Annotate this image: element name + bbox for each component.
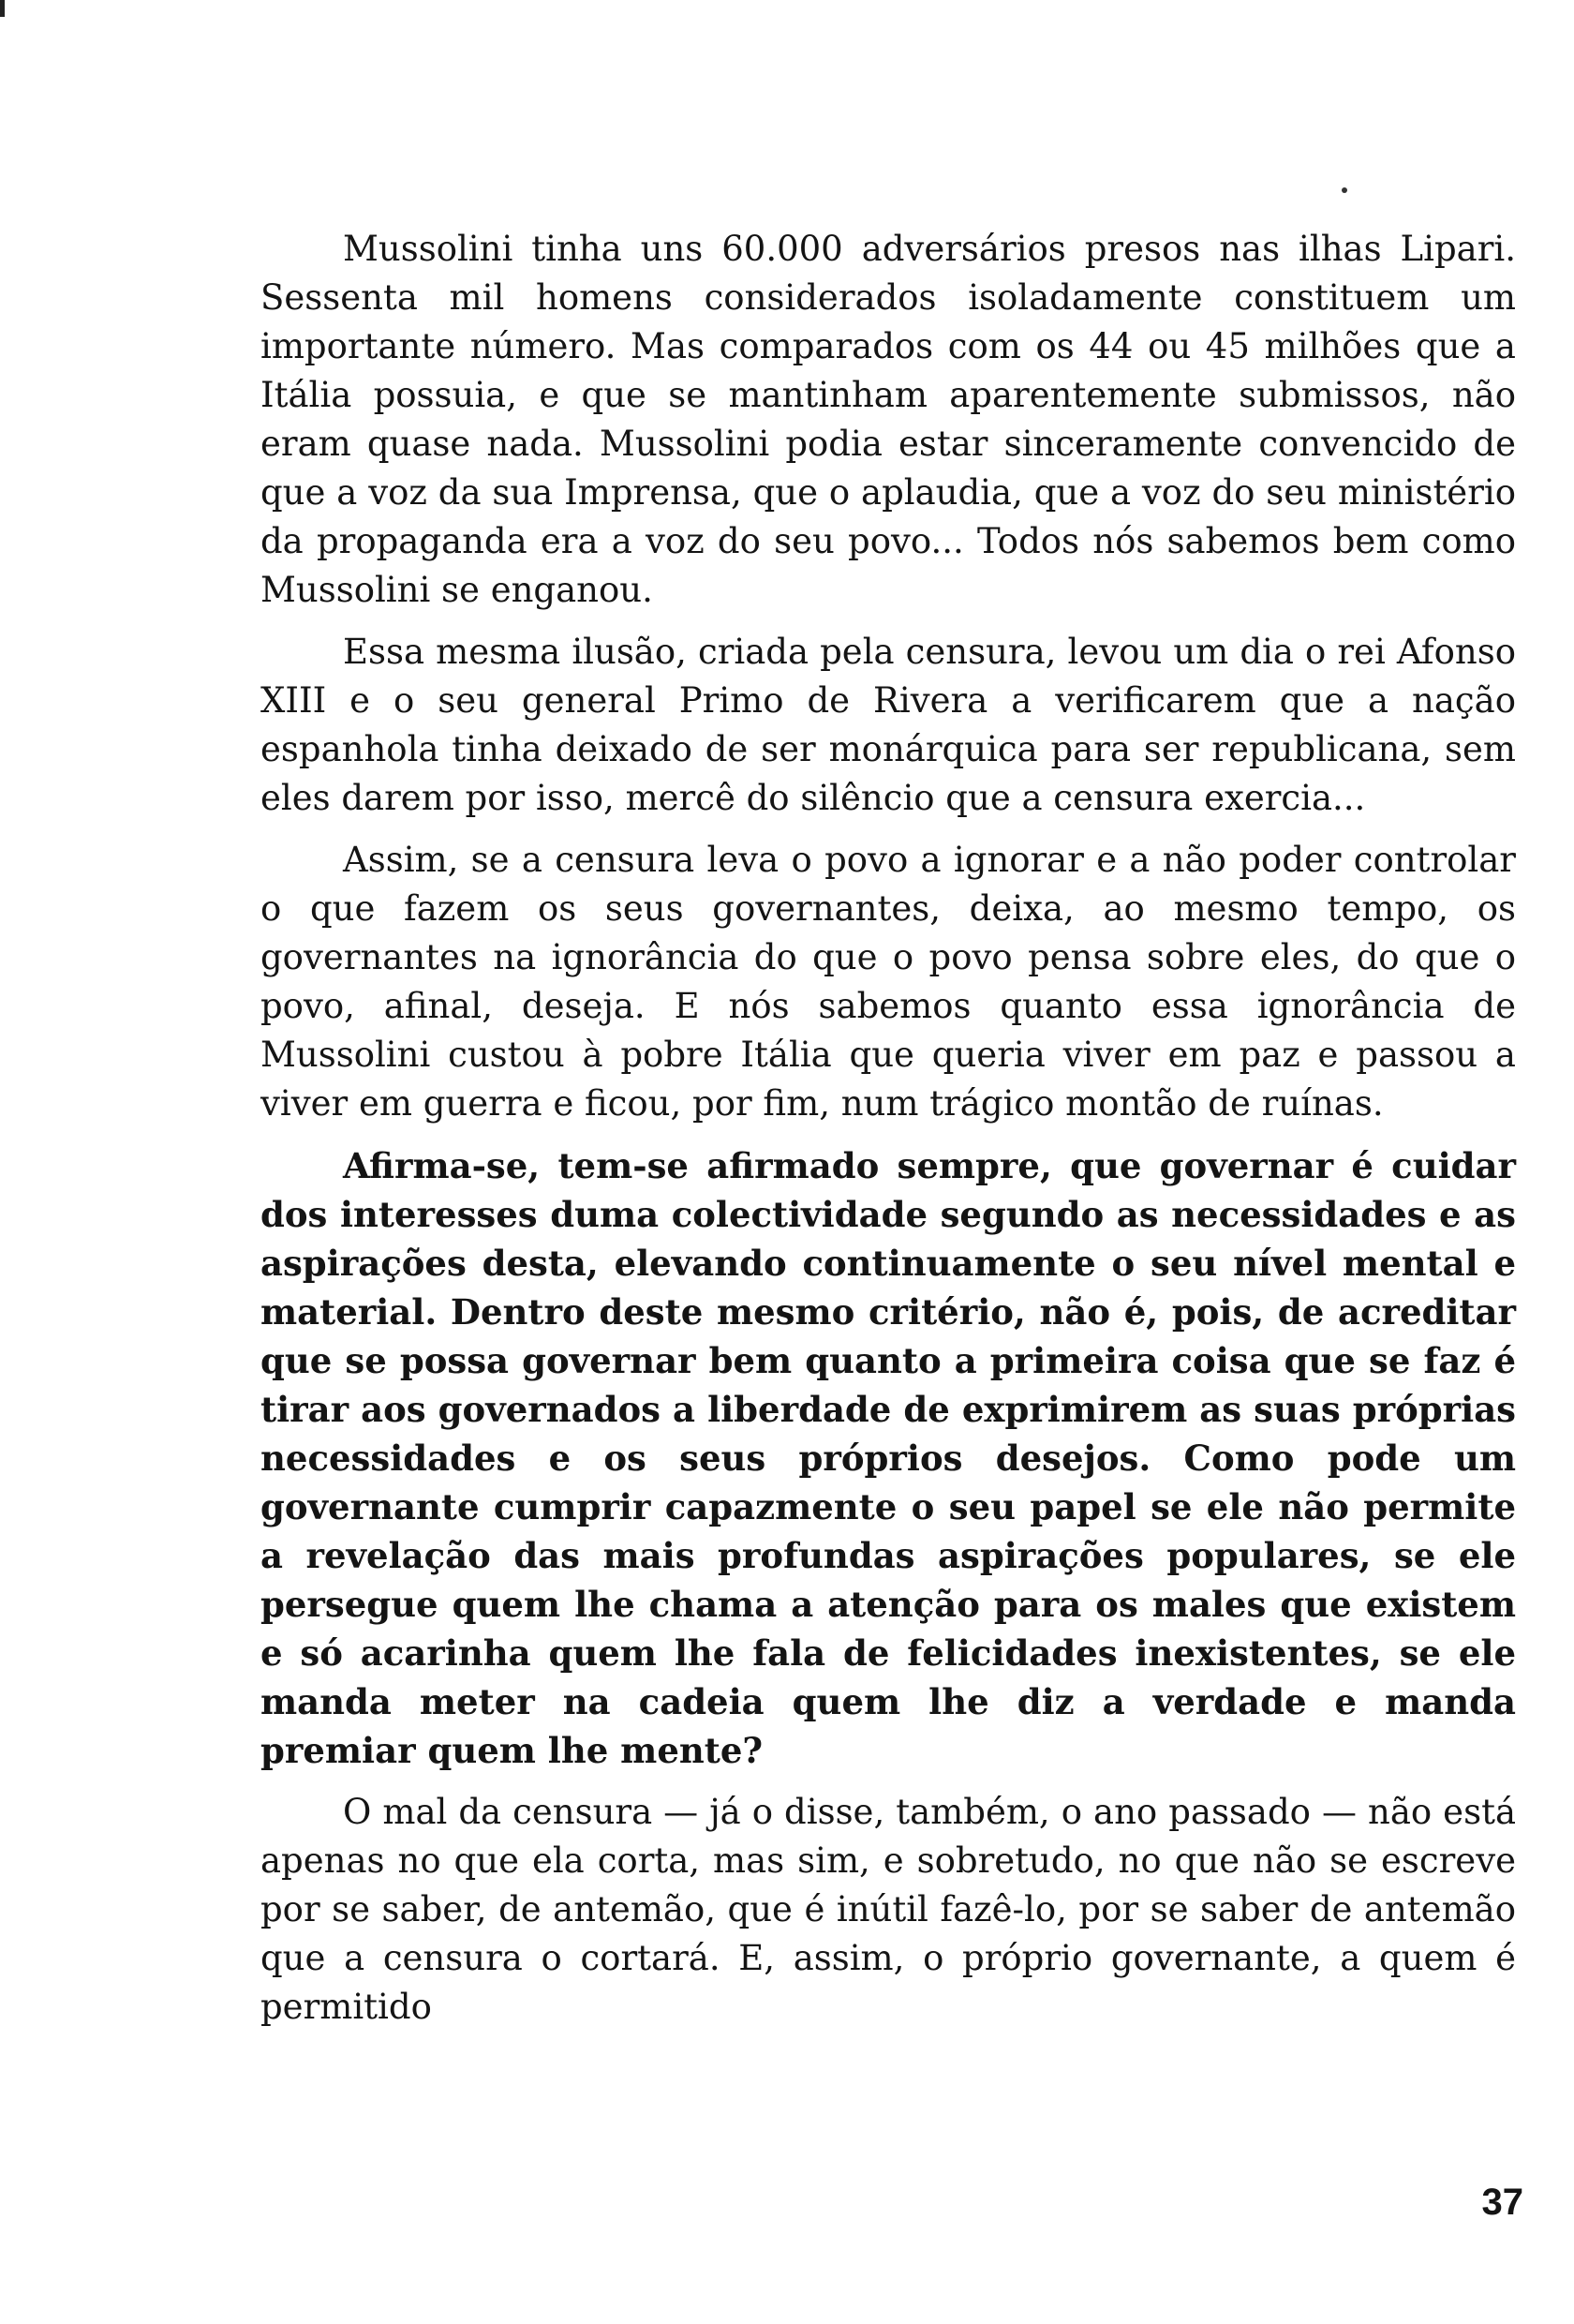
ink-speck: [1342, 187, 1347, 193]
paragraph-3: Assim, se a censura leva o povo a ignorar e a não poder controlar o que fazem os seus governantes, deixa, ao mesmo tempo, os governantes na ignorância do que o povo pensa sobre eles, do que o povo, afinal, deseja. E nós sabemos quanto essa ignorância de Mussolini custou à pobre Itália que queria viver em paz e passou a viver em guerra e ficou, por fim, num trágico montão de ruínas.: [260, 840, 1516, 1124]
body-text: [260, 225, 1516, 2032]
paragraph-4: Afirma-se, tem-se afirmado sempre, que governar é cuidar dos interesses duma colectividade segundo as necessidades e as aspirações desta, elevando continuamente o seu nível mental e material. Dentro deste mesmo critério, não é, pois, de acreditar que se possa governar bem quanto a primeira coisa que se faz é tirar aos governados a liberdade de exprimirem as suas próprias necessidades e os seus próprios desejos. Como pode um governante cumprir capazmente o seu papel se ele não permite a revelação das mais profundas aspirações populares, se ele persegue quem lhe chama a atenção para os males que existem e só acarinha quem lhe fala de felicidades inexistentes, se ele manda meter na cadeia quem lhe diz a verdade e manda premiar quem lhe mente?: [260, 1145, 1516, 1771]
scan-corner-mark: [0, 0, 5, 17]
paragraph-2: Essa mesma ilusão, criada pela censura, levou um dia o rei Afonso XIII e o seu general Primo de Rivera a verificarem que a nação espanhola tinha deixado de ser monárquica para ser republicana, sem eles darem por isso, mercê do silêncio que a censura exercia...: [260, 632, 1516, 818]
page-number: 37: [1481, 2182, 1523, 2223]
paragraph-5: O mal da censura — já o disse, também, o ano passado — não está apenas no que ela corta, mas sim, e sobretudo, no que não se escreve por se saber, de antemão, que é inútil fazê-lo, por se saber de antemão que a censura o cortará. E, assim, o próprio governante, a quem é permitido: [260, 1792, 1516, 2027]
paragraph-1: Mussolini tinha uns 60.000 adversários presos nas ilhas Lipari. Sessenta mil homens considerados isoladamente constituem um importante número. Mas comparados com os 44 ou 45 milhões que a Itália possuia, e que se mantinham aparentemente submissos, não eram quase nada. Mussolini podia estar sinceramente convencido de que a voz da sua Imprensa, que o aplaudia, que a voz do seu ministério da propaganda era a voz do seu povo... Todos nós sabemos bem como Mussolini se enganou.: [260, 229, 1516, 610]
